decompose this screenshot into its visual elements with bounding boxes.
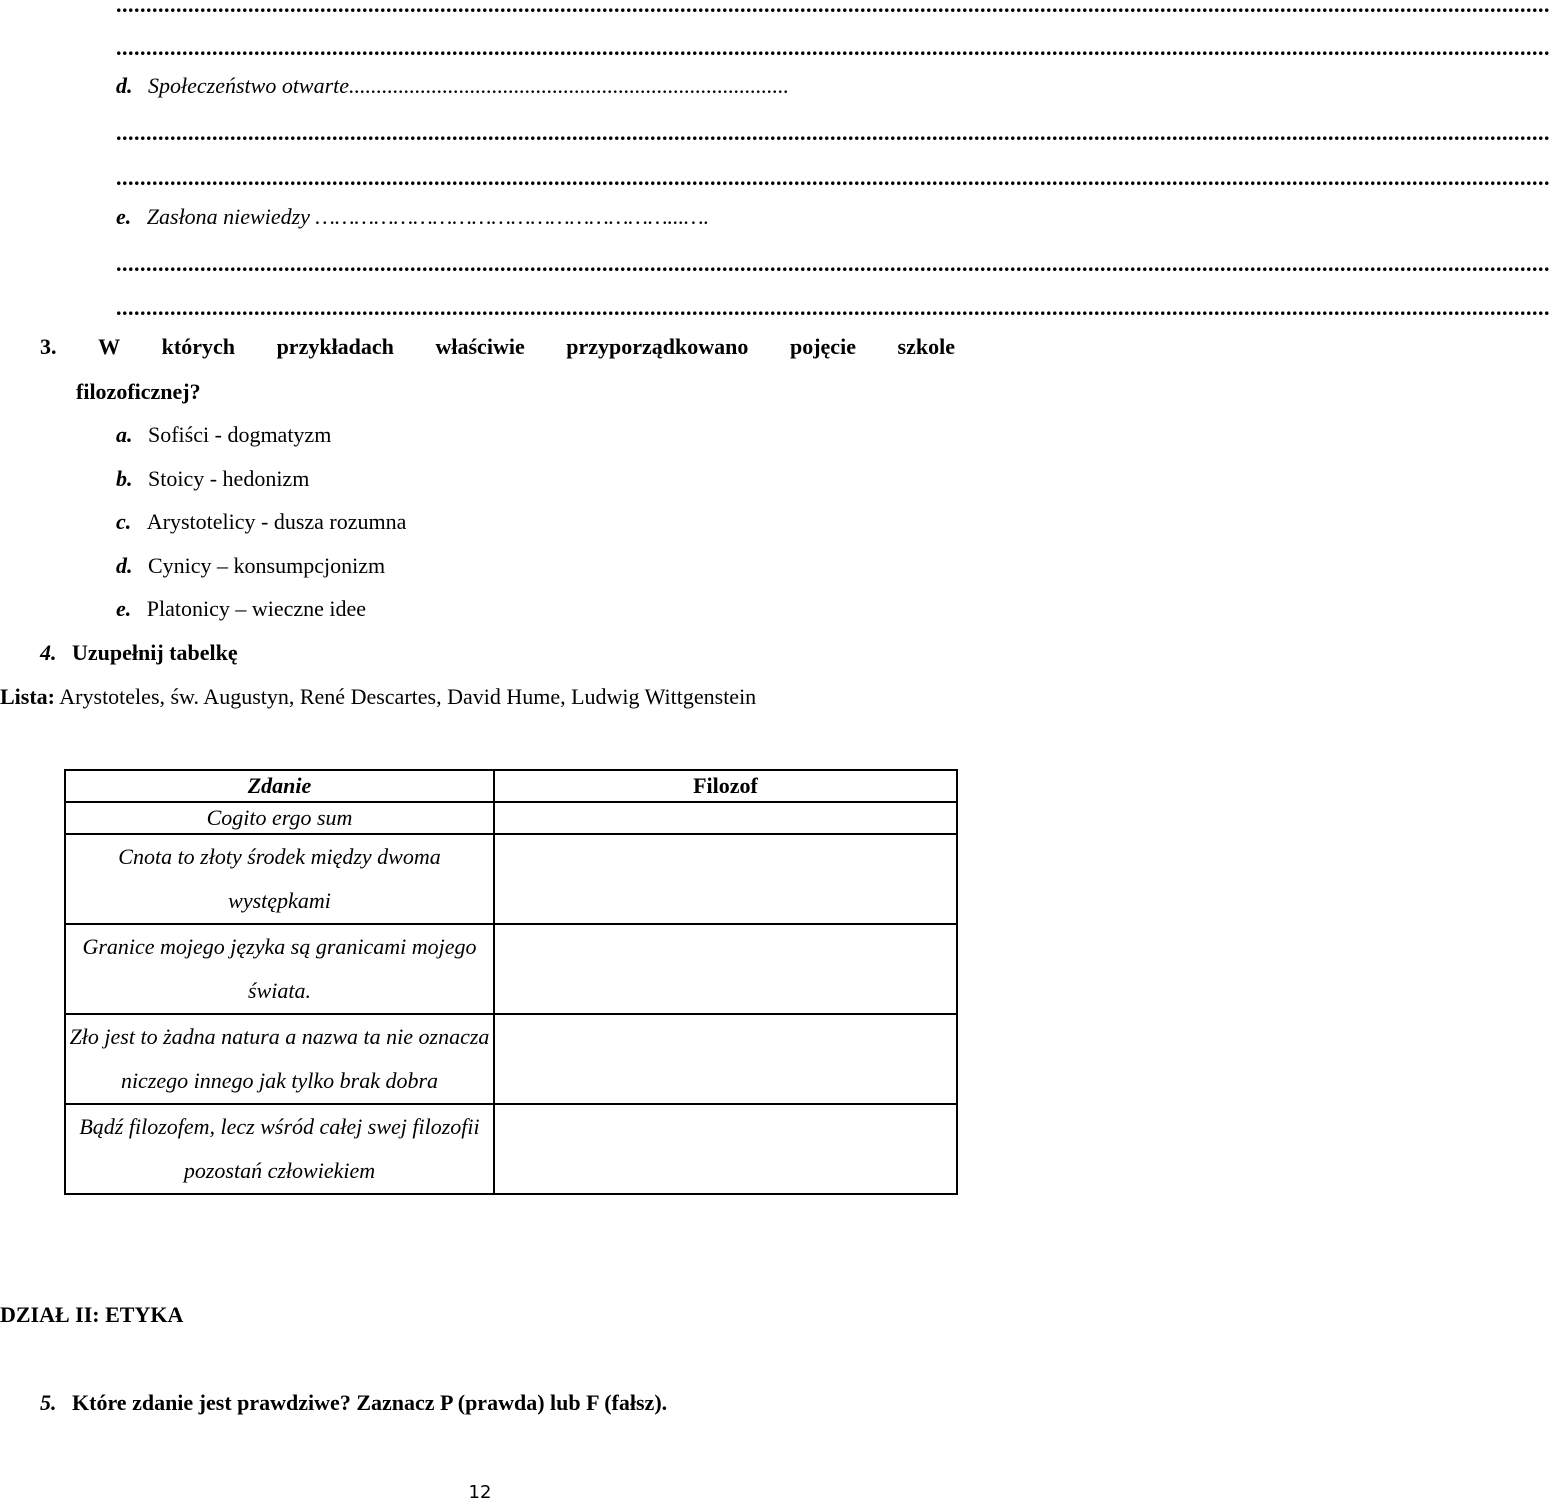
page-number: 12 — [468, 1482, 492, 1503]
q2-item-e — [116, 204, 954, 230]
header-zdanie: Zdanie — [65, 770, 494, 802]
option-text: Stoicy - hedonizm — [148, 466, 310, 491]
question-number: 4. — [40, 640, 57, 665]
table-row — [65, 802, 957, 834]
option-letter: e. — [116, 596, 132, 621]
list-text: Arystoteles, św. Augustyn, René Descartes, David Hume, Ludwig Wittgenstein — [59, 684, 757, 709]
option-b — [116, 466, 309, 492]
question-text: Które zdanie jest prawdziwe? Zaznacz P (prawda) lub F (fałsz). — [72, 1390, 668, 1415]
option-text: Platonicy – wieczne idee — [146, 596, 367, 621]
question-word: przyporządkowano — [566, 334, 749, 359]
answer-dotline: ............................................................................................................................................................................................................................................... — [116, 165, 1550, 190]
table-row — [65, 1104, 957, 1194]
sentence-cell: Cogito ergo sum — [65, 802, 494, 834]
question-number: 5. — [40, 1390, 57, 1415]
table-row — [65, 1014, 957, 1104]
option-letter: b. — [116, 466, 133, 491]
question-title: Uzupełnij tabelkę — [72, 640, 238, 665]
answer-dotline: ............................................................................................................................................................................................................................................... — [116, 0, 1550, 17]
sentence-cell: Cnota to złoty środek między dwoma występkami — [65, 834, 494, 924]
option-a — [116, 422, 331, 448]
philosopher-answer-cell[interactable] — [494, 1014, 957, 1104]
question-5 — [40, 1390, 667, 1416]
section-title: DZIAŁ II: ETYKA — [0, 1302, 184, 1327]
item-text: Społeczeństwo otwarte................................................................................ — [148, 73, 790, 98]
philosopher-answer-cell[interactable] — [494, 924, 957, 1014]
question-3 — [40, 334, 955, 360]
answer-dotline: ............................................................................................................................................................................................................................................... — [116, 35, 1550, 60]
option-text: Arystotelicy - dusza rozumna — [146, 509, 407, 534]
philosopher-answer-cell[interactable] — [494, 1104, 957, 1194]
question-word: W — [98, 334, 121, 359]
option-d — [116, 553, 385, 579]
answer-dotline: ............................................................................................................................................................................................................................................... — [116, 120, 1550, 145]
sentence-cell: Bądź filozofem, lecz wśród całej swej filozofii pozostań człowiekiem — [65, 1104, 494, 1194]
answer-dotline: ............................................................................................................................................................................................................................................... — [116, 295, 1550, 320]
question-word: których — [161, 334, 235, 359]
philosopher-answer-cell[interactable] — [494, 802, 957, 834]
option-e — [116, 596, 366, 622]
option-letter: c. — [116, 509, 132, 534]
table-row — [65, 924, 957, 1014]
option-letter: d. — [116, 553, 133, 578]
table-row — [65, 834, 957, 924]
philosopher-list — [0, 684, 756, 710]
question-word: pojęcie — [789, 334, 856, 359]
option-c — [116, 509, 406, 535]
table-header-row — [65, 770, 957, 802]
question-3-continuation: filozoficznej? — [76, 379, 201, 404]
philosopher-answer-cell[interactable] — [494, 834, 957, 924]
question-word: przykładach — [276, 334, 394, 359]
option-text: Cynicy – konsumpcjonizm — [148, 553, 386, 578]
header-filozof: Filozof — [494, 770, 957, 802]
q2-item-d — [116, 73, 954, 99]
sentence-cell: Zło jest to żadna natura a nazwa ta nie oznacza niczego innego jak tylko brak dobra — [65, 1014, 494, 1104]
list-label: Lista: — [0, 684, 55, 709]
question-word: szkole — [897, 334, 955, 359]
option-letter: a. — [116, 422, 133, 447]
matching-table — [64, 769, 958, 1195]
option-text: Sofiści - dogmatyzm — [148, 422, 332, 447]
question-4 — [40, 640, 238, 666]
item-text: Zasłona niewiedzy ………………………………………………...…. — [146, 204, 710, 229]
item-letter: e. — [116, 204, 132, 229]
question-word: właściwie — [435, 334, 525, 359]
item-letter: d. — [116, 73, 133, 98]
question-number: 3. — [40, 334, 57, 359]
sentence-cell: Granice mojego języka są granicami mojego świata. — [65, 924, 494, 1014]
answer-dotline: ............................................................................................................................................................................................................................................... — [116, 251, 1550, 276]
